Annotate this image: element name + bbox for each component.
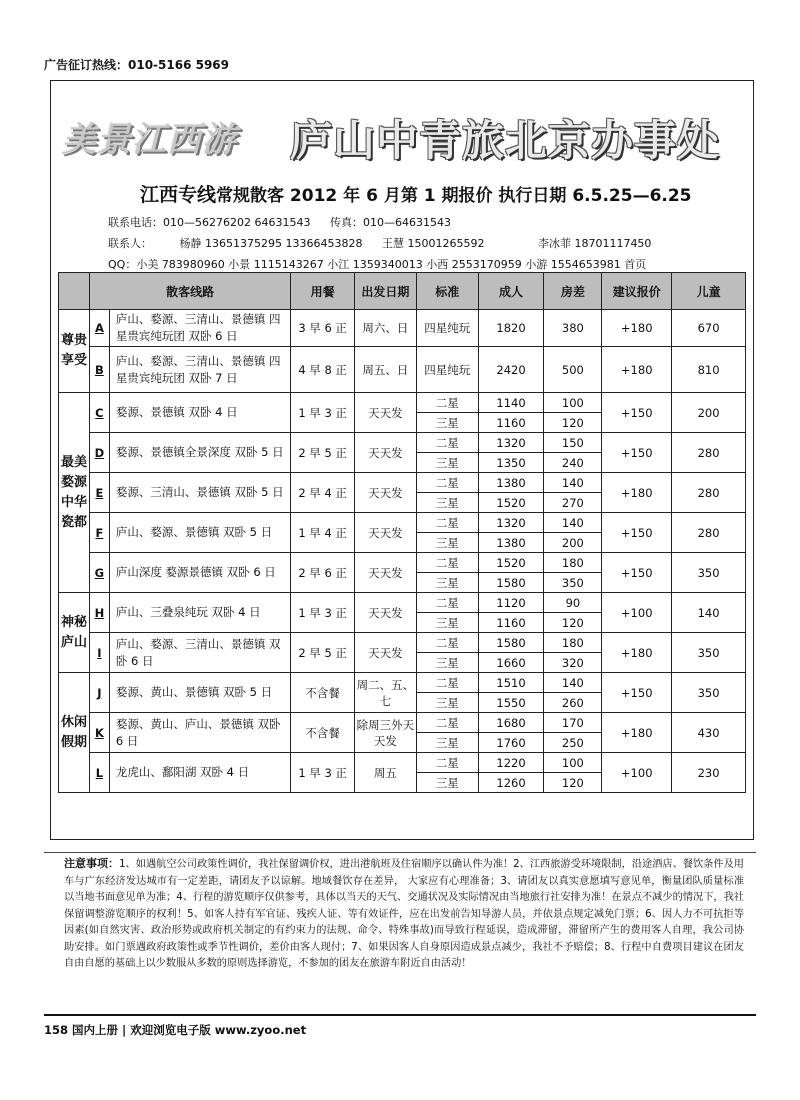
depart: 天天发 [355,633,417,673]
meal: 4 早 8 正 [291,347,355,393]
notes-text: 1、如遇航空公司政策性调价，我社保留调价权，进出港航班及住宿顺序以确认件为准！2、江西旅游受环境限制，沿途酒店、餐饮条件及用车与广东经济发达城市有一定差距，请团友予以谅解。地域餐饮存在差异， 大家应有心理准备；3、请团友以真实意愿填写意见单，衡量团队质量标准以当地书面意见单为准；4、行程的游览顺序仅供参考，具体以当天的天气、交通状况及实际情况由当地旅行社安排为准！在景点不减少的情况下，我社保留调整游览顺序的权利！5、如客人持有军官证、残疾人证、等有效证件，应在出发前告知导游人员，并依景点规定减免门票；6、因人力不可抗拒等因素(如自然灾害、政治形势或政府机关制定的有约束力的法规、命令、特殊事故)而导致行程延误，造成滞留，滞留所产生的费用客人自理，我公司协助安排。如门票遇政府政策性或季节性调价，差价由客人现付；7、如果因客人自身原因造成景点减少，我社不予赔偿；8、行程中自费项目建议在团友自由自愿的基础上以少数服从多数的原则选择游览，不参加的团友在旅游车附近自由活动！ [64,859,744,969]
adult-price: 1320 [478,433,544,453]
room-diff: 150 [544,433,602,453]
category-b: 最美婺源 中华瓷都 [59,393,90,593]
standard: 三星 [416,613,478,633]
standard: 二星 [416,433,478,453]
route-name: 庐山、婺源、三清山、景德镇 四星贵宾纯玩团 双卧 7 日 [109,347,290,393]
notes-divider [44,852,756,853]
child-price: 350 [672,673,746,713]
quote: +150 [602,673,672,713]
table-row [59,713,746,733]
standard: 二星 [416,513,478,533]
room-diff: 180 [544,553,602,573]
page-subtitle [140,180,692,207]
contact-person-label: 联系人： [108,237,152,250]
quote: +150 [602,433,672,473]
standard: 二星 [416,593,478,613]
route-name: 庐山、三叠泉纯玩 双卧 4 日 [109,593,290,633]
standard: 三星 [416,413,478,433]
adult-price: 1160 [478,413,544,433]
child-price: 430 [672,713,746,753]
contact-phone: 联系电话：010—56276202 64631543 [108,216,311,229]
adult-price: 1680 [478,713,544,733]
child-price: 350 [672,633,746,673]
subtitle-period: 常规散客 2012 年 6 月第 1 期报价 执行日期 6.5.25—6.25 [216,186,692,206]
adult-price: 1760 [478,733,544,753]
meal: 不含餐 [291,673,355,713]
route-letter: I [89,633,109,673]
depart: 天天发 [355,393,417,433]
adult-price: 1380 [478,473,544,493]
route-letter: J [89,673,109,713]
route-letter: B [89,347,109,393]
category-c: 神秘庐山 [59,593,90,673]
adult-price: 1260 [478,773,544,793]
meal: 不含餐 [291,713,355,753]
price-table [58,272,746,793]
room-diff: 500 [544,347,602,393]
depart: 天天发 [355,473,417,513]
table-row [59,513,746,533]
quote: +150 [602,513,672,553]
route-letter: A [89,310,109,347]
route-name: 龙虎山、鄱阳湖 双卧 4 日 [109,753,290,793]
meal: 2 早 4 正 [291,473,355,513]
route-letter: D [89,433,109,473]
standard: 二星 [416,753,478,773]
room-diff: 120 [544,413,602,433]
route-name: 婺源、景德镇 双卧 4 日 [109,393,290,433]
depart: 天天发 [355,593,417,633]
meal: 2 早 5 正 [291,433,355,473]
route-letter: C [89,393,109,433]
room-diff: 180 [544,633,602,653]
standard: 二星 [416,393,478,413]
child-price: 280 [672,513,746,553]
depart: 天天发 [355,513,417,553]
route-name: 庐山、婺源、三清山、景德镇 四星贵宾纯玩团 双卧 6 日 [109,310,290,347]
table-row [59,310,746,347]
room-diff: 240 [544,453,602,473]
meal: 1 早 3 正 [291,753,355,793]
standard: 二星 [416,473,478,493]
child-price: 670 [672,310,746,347]
contact-phone-row [108,214,467,230]
route-letter: E [89,473,109,513]
room-diff: 200 [544,533,602,553]
room-diff: 120 [544,773,602,793]
room-diff: 100 [544,393,602,413]
table-row [59,393,746,413]
header-meal: 用餐 [291,273,355,310]
header-depart: 出发日期 [355,273,417,310]
adult-price: 1820 [478,310,544,347]
adult-price: 1160 [478,613,544,633]
adult-price: 1580 [478,573,544,593]
quote: +100 [602,593,672,633]
room-diff: 320 [544,653,602,673]
table-row [59,633,746,653]
standard: 二星 [416,553,478,573]
meal: 3 早 6 正 [291,310,355,347]
meal: 2 早 5 正 [291,633,355,673]
room-diff: 100 [544,753,602,773]
header-route: 散客线路 [89,273,290,310]
adult-price: 1580 [478,633,544,653]
route-name: 庐山、婺源、三清山、景德镇 双卧 6 日 [109,633,290,673]
adult-price: 1550 [478,693,544,713]
meal: 2 早 6 正 [291,553,355,593]
route-letter: L [89,753,109,793]
adult-price: 1220 [478,753,544,773]
route-letter: G [89,553,109,593]
header-child: 儿童 [672,273,746,310]
room-diff: 90 [544,593,602,613]
depart: 除周三外天天发 [355,713,417,753]
table-row [59,593,746,613]
child-price: 350 [672,553,746,593]
category-d: 休闲假期 [59,673,90,793]
meal: 1 早 3 正 [291,393,355,433]
contact-person-1: 杨静 13651375295 13366453828 [179,237,363,250]
contact-person-row [108,235,667,251]
footer-divider [44,1014,756,1016]
depart: 周五、日 [355,347,417,393]
standard: 三星 [416,533,478,553]
room-diff: 270 [544,493,602,513]
table-row [59,673,746,693]
quote: +150 [602,553,672,593]
standard: 三星 [416,493,478,513]
room-diff: 350 [544,573,602,593]
table-row [59,433,746,453]
route-letter: K [89,713,109,753]
quote: +180 [602,633,672,673]
quote: +180 [602,713,672,753]
route-name: 庐山深度 婺源景德镇 双卧 6 日 [109,553,290,593]
child-price: 140 [672,593,746,633]
category-a: 尊贵享受 [59,310,90,393]
quote: +100 [602,753,672,793]
standard: 三星 [416,773,478,793]
quote: +180 [602,310,672,347]
subtitle-line: 江西专线 [140,184,217,206]
standard: 三星 [416,453,478,473]
contact-fax: 传真：010—64631543 [329,216,451,229]
child-price: 230 [672,753,746,793]
adult-price: 1320 [478,513,544,533]
child-price: 200 [672,393,746,433]
meal: 1 早 4 正 [291,513,355,553]
adult-price: 2420 [478,347,544,393]
child-price: 280 [672,473,746,513]
table-row [59,473,746,493]
room-diff: 140 [544,473,602,493]
depart: 天天发 [355,553,417,593]
adult-price: 1660 [478,653,544,673]
standard: 三星 [416,573,478,593]
header-room: 房差 [544,273,602,310]
ad-hotline: 广告征订热线：010-5166 5969 [44,58,230,72]
child-price: 280 [672,433,746,473]
contact-qq: QQ：小美 783980960 小景 1115143267 小江 1359340013 小西 2553170959 小游 1554653981 首页 [108,258,647,271]
brand-slogan: 美景江西游 [62,120,237,160]
room-diff: 140 [544,673,602,693]
header-quote: 建议报价 [602,273,672,310]
standard: 二星 [416,713,478,733]
depart: 天天发 [355,433,417,473]
contact-person-2: 王慧 15001265592 [381,237,485,250]
route-letter: F [89,513,109,553]
contact-person-3: 李冰菲 18701117450 [537,237,652,250]
depart: 周五 [355,753,417,793]
table-row [59,753,746,773]
route-name: 庐山、婺源、景德镇 双卧 5 日 [109,513,290,553]
table-row [59,553,746,573]
standard: 四星纯玩 [416,347,478,393]
notes-label: 注意事项： [64,857,120,870]
route-name: 婺源、三清山、景德镇 双卧 5 日 [109,473,290,513]
contact-qq-row [108,256,662,272]
quote: +180 [602,347,672,393]
room-diff: 120 [544,613,602,633]
table-header-row [59,273,746,310]
adult-price: 1380 [478,533,544,553]
route-letter: H [89,593,109,633]
room-diff: 250 [544,733,602,753]
room-diff: 170 [544,713,602,733]
standard: 二星 [416,673,478,693]
header-adult: 成人 [478,273,544,310]
table-row [59,347,746,393]
adult-price: 1520 [478,553,544,573]
room-diff: 140 [544,513,602,533]
quote: +180 [602,473,672,513]
header-blank [59,273,90,310]
quote: +150 [602,393,672,433]
route-name: 婺源、景德镇全景深度 双卧 5 日 [109,433,290,473]
header-standard: 标准 [416,273,478,310]
depart: 周二、五、七 [355,673,417,713]
meal: 1 早 3 正 [291,593,355,633]
adult-price: 1120 [478,593,544,613]
adult-price: 1350 [478,453,544,473]
standard: 三星 [416,653,478,673]
notes-section [64,856,744,973]
brand-title: 庐山中青旅北京办事处 [290,116,721,165]
standard: 三星 [416,733,478,753]
room-diff: 380 [544,310,602,347]
route-name: 婺源、黄山、庐山、景德镇 双卧 6 日 [109,713,290,753]
child-price: 810 [672,347,746,393]
standard: 二星 [416,633,478,653]
standard: 三星 [416,693,478,713]
depart: 周六、日 [355,310,417,347]
adult-price: 1510 [478,673,544,693]
page-footer: 158 国内上册 | 欢迎浏览电子版 www.zyoo.net [44,1023,307,1037]
room-diff: 260 [544,693,602,713]
adult-price: 1140 [478,393,544,413]
route-name: 婺源、黄山、景德镇 双卧 5 日 [109,673,290,713]
adult-price: 1520 [478,493,544,513]
standard: 四星纯玩 [416,310,478,347]
